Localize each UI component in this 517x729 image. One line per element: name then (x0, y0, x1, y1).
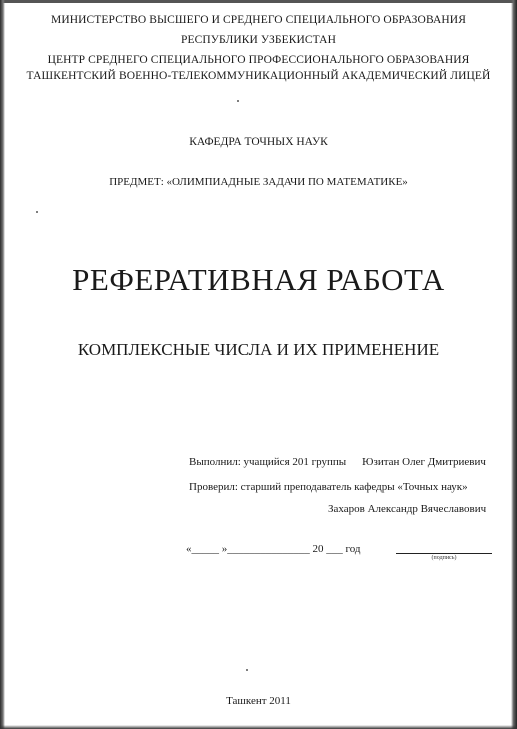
scan-edge-left (0, 0, 5, 729)
author-label: Выполнил: учащийся 201 группы (189, 456, 347, 468)
scan-edge-top (0, 0, 517, 3)
city-year: Ташкент 2011 (226, 695, 291, 707)
republic-line: РЕСПУБЛИКИ УЗБЕКИСТАН (181, 34, 336, 46)
signature-line (396, 553, 492, 554)
center-line: ЦЕНТР СРЕДНЕГО СПЕЦИАЛЬНОГО ПРОФЕССИОНАЛЬНОГО ОБРАЗОВАНИЯ (47, 54, 470, 66)
scan-edge-bottom (0, 725, 517, 729)
ministry-line: МИНИСТЕРСТВО ВЫСШЕГО И СРЕДНЕГО СПЕЦИАЛЬНОГО ОБРАЗОВАНИЯ (51, 14, 466, 26)
subject-line: ПРЕДМЕТ: «ОЛИМПИАДНЫЕ ЗАДАЧИ ПО МАТЕМАТИКЕ» (109, 176, 408, 188)
signature-caption: (подпись) (431, 555, 457, 561)
reviewer-label: Проверил: старший преподаватель кафедры «Точных наук» (189, 481, 468, 493)
scan-speck (246, 669, 248, 671)
author-row (189, 456, 486, 468)
date-line: «_____ »_______________ 20 ___ год (186, 543, 361, 555)
reviewer-name: Захаров Александр Вячеславович (328, 503, 487, 515)
department-heading: КАФЕДРА ТОЧНЫХ НАУК (189, 136, 328, 148)
scan-edge-right (511, 0, 517, 729)
scan-speck (36, 211, 38, 213)
document-title: РЕФЕРАТИВНАЯ РАБОТА (72, 262, 445, 297)
scan-speck (237, 100, 239, 102)
lyceum-line: ТАШКЕНТСКИЙ ВОЕННО-ТЕЛЕКОММУНИКАЦИОННЫЙ АКАДЕМИЧЕСКИЙ ЛИЦЕЙ (26, 70, 491, 82)
topic-heading: КОМПЛЕКСНЫЕ ЧИСЛА И ИХ ПРИМЕНЕНИЕ (77, 340, 440, 359)
author-name: Юзитан Олег Дмитриевич (362, 456, 486, 468)
